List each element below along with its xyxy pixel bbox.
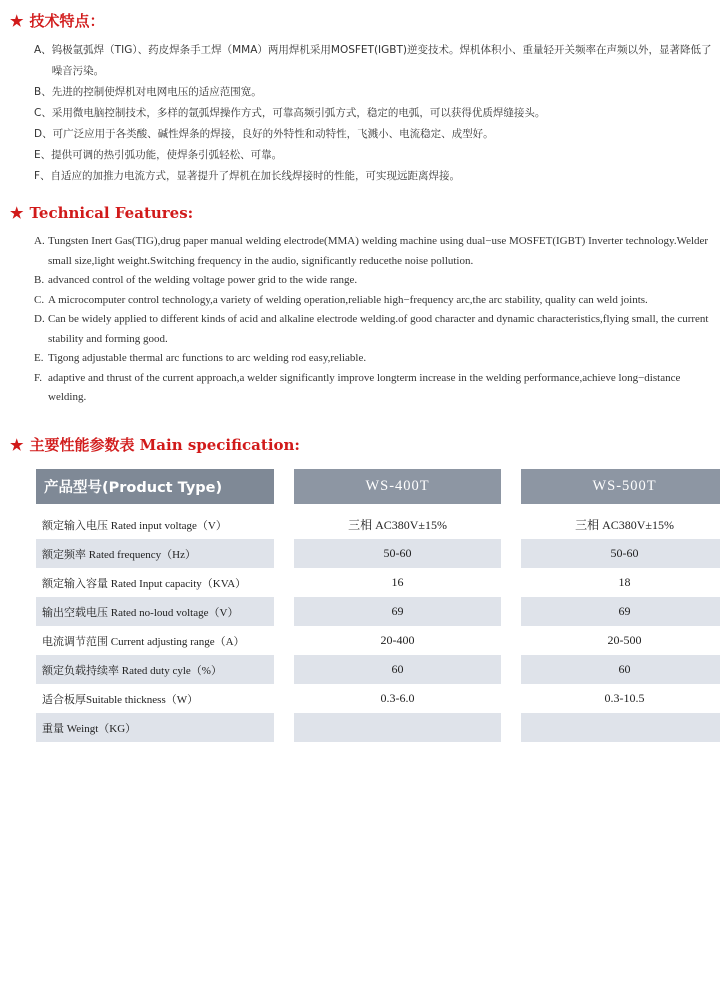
- item-marker: A.: [34, 235, 45, 247]
- list-item: [34, 291, 714, 311]
- item-marker: C.: [34, 293, 45, 306]
- list-item: [34, 103, 714, 124]
- row-value-model-2: 60: [521, 655, 720, 684]
- list-item: [34, 232, 714, 271]
- item-marker: B、: [34, 86, 52, 98]
- header-product-type: 产品型号(Product Type): [36, 469, 274, 510]
- row-value-model-2: 20-500: [607, 633, 642, 647]
- item-text: Can be widely applied to different kinds of acid and alkaline electrode welding.of good character and dynamic characteristics,flying small, the current stability and forming good.: [48, 313, 709, 345]
- table-row: [36, 510, 720, 539]
- list-item: [34, 40, 714, 82]
- features-list-en: [34, 232, 714, 408]
- row-value-model-1: 69: [294, 597, 501, 626]
- row-label: 额定负载持续率 Rated duty cyle（%）: [36, 655, 274, 684]
- item-text: 可广泛应用于各类酸、碱性焊条的焊接，良好的外特性和动特性，飞溅小、电流稳定、成型好。: [52, 128, 494, 140]
- item-marker: E、: [34, 149, 52, 161]
- row-value-model-1: [294, 713, 501, 742]
- item-text: A microcomputer control technology,a variety of welding operation,reliable high−frequency arc,the arc stability, quality can weld joints.: [48, 293, 648, 306]
- section-heading-spec: [10, 434, 300, 455]
- item-text: 钨极氩弧焊（TIG）、药皮焊条手工焊（MMA）两用焊机采用MOSFET(IGBT)逆变技术。焊机体积小、重量轻开关频率在声频以外，显著降低了噪音污染。: [51, 44, 712, 77]
- row-value-model-1: 16: [391, 575, 404, 589]
- row-label: 额定输入电压 Rated input voltage（V）: [42, 519, 227, 532]
- star-icon: ★: [10, 12, 24, 30]
- item-text: Tigong adjustable thermal arc functions to arc welding rod easy,reliable.: [48, 352, 367, 364]
- list-item: [34, 369, 714, 408]
- row-value-model-1: 50-60: [294, 539, 501, 568]
- item-marker: E.: [34, 352, 44, 364]
- row-label: 输出空载电压 Rated no-loud voltage（V）: [36, 597, 274, 626]
- row-value-model-2: 69: [521, 597, 720, 626]
- row-value-model-2: 三相 AC380V±15%: [575, 518, 674, 532]
- row-value-model-1: 0.3-6.0: [380, 691, 415, 705]
- list-item: [34, 145, 714, 166]
- row-value-model-2: [521, 713, 720, 742]
- table-row: [36, 655, 720, 684]
- item-text: Tungsten Inert Gas(TIG),drug paper manual welding electrode(MMA) welding machine using dual−use MOSFET(IGBT) Inverter technology.Welder small size,light weight.Switching frequency in the audio, significantly reducethe noise pollution.: [48, 235, 709, 267]
- item-marker: D、: [34, 128, 53, 140]
- header-model-2: WS-500T: [521, 469, 720, 510]
- table-row: [36, 713, 720, 742]
- row-value-model-1: 60: [294, 655, 501, 684]
- list-item: [34, 310, 714, 349]
- row-value-model-1: 20-400: [380, 633, 415, 647]
- star-icon: ★: [10, 436, 24, 454]
- item-marker: B.: [34, 274, 45, 286]
- section-heading-cn: [10, 10, 104, 31]
- section-title-spec: 主要性能参数表 Main specification:: [29, 436, 300, 454]
- row-label: 额定输入容量 Rated Input capacity（KVA）: [42, 577, 247, 590]
- table-row: [36, 568, 720, 597]
- row-value-model-1: 三相 AC380V±15%: [348, 518, 448, 532]
- item-marker: A、: [34, 44, 52, 56]
- table-row: [36, 626, 720, 655]
- section-title-en: Technical Features:: [29, 204, 194, 222]
- table-row: [36, 539, 720, 568]
- item-text: 自适应的加推力电流方式，显著提升了焊机在加长线焊接时的性能，可实现远距离焊接。: [50, 170, 461, 182]
- row-value-model-2: 0.3-10.5: [604, 691, 645, 705]
- row-label: 重量 Weingt（KG）: [36, 713, 274, 742]
- table-row: [36, 597, 720, 626]
- item-text: adaptive and thrust of the current approach,a welder significantly improve longterm increase in the welding performance,achieve long−distance welding.: [48, 371, 681, 403]
- section-title-cn: 技术特点：: [29, 12, 105, 30]
- list-item: [34, 271, 714, 291]
- item-text: 先进的控制使焊机对电网电压的适应范围宽。: [51, 86, 262, 98]
- row-label: 电流调节范围 Current adjusting range（A）: [42, 635, 245, 648]
- header-model-1: WS-400T: [294, 469, 501, 510]
- item-text: 提供可调的热引弧功能，使焊条引弧轻松、可靠。: [51, 149, 283, 161]
- row-label: 适合板厚Suitable thickness（W）: [42, 693, 199, 706]
- item-marker: C、: [34, 107, 52, 119]
- section-heading-en: [10, 204, 193, 222]
- spec-table: [36, 469, 720, 742]
- item-text: 采用微电脑控制技术，多样的氩弧焊操作方式，可靠高频引弧方式，稳定的电弧，可以获得优质焊缝接头。: [51, 107, 546, 119]
- list-item: [34, 166, 714, 187]
- star-icon: ★: [10, 204, 24, 222]
- list-item: [34, 349, 714, 369]
- list-item: [34, 82, 714, 103]
- row-value-model-2: 18: [618, 575, 631, 589]
- item-marker: F、: [34, 170, 51, 182]
- features-list-cn: [34, 40, 714, 187]
- item-marker: D.: [34, 313, 45, 325]
- row-value-model-2: 50-60: [521, 539, 720, 568]
- item-text: advanced control of the welding voltage power grid to the wide range.: [48, 274, 358, 286]
- table-row: [36, 684, 720, 713]
- table-header-row: [36, 469, 720, 510]
- item-marker: F.: [34, 371, 42, 384]
- row-label: 额定频率 Rated frequency（Hz）: [36, 539, 274, 568]
- list-item: [34, 124, 714, 145]
